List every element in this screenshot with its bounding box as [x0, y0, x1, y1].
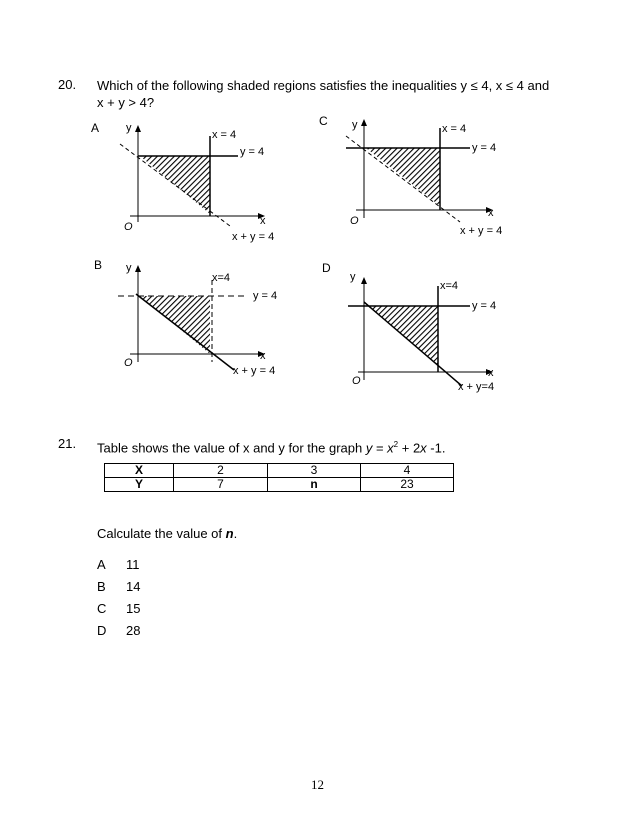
answer-option[interactable]: [97, 600, 140, 622]
answer-option[interactable]: [97, 578, 140, 600]
equation-y: y: [365, 440, 373, 456]
y-axis-label: y: [126, 262, 132, 274]
x-equals-4-label: x = 4: [442, 123, 467, 135]
y-arrow-icon: [135, 265, 141, 272]
y-arrow-icon: [361, 119, 367, 126]
option-b-graph: [110, 258, 300, 388]
y-equals-4-label: y = 4: [240, 146, 265, 158]
y-equals-4-label: y = 4: [472, 300, 497, 312]
option-a-letter: A: [91, 121, 100, 135]
option-a-graph: [110, 118, 300, 248]
question-20-line-2: x + y > 4?: [97, 95, 155, 110]
equation-exponent: 2: [393, 440, 399, 449]
shaded-region: [140, 156, 210, 214]
values-table: [104, 463, 454, 492]
y-equals-4-label: y = 4: [472, 142, 497, 154]
question-20-text: [97, 77, 549, 111]
prompt-variable: n: [225, 526, 234, 541]
x-plus-y-label: x + y = 4: [232, 231, 275, 243]
answer-list: [97, 556, 140, 644]
question-21-number: 21.: [58, 436, 77, 451]
x-axis-label: x: [488, 367, 494, 379]
y-axis-label: y: [350, 271, 356, 283]
equation-x2: x: [420, 440, 427, 456]
x-value-cell: 2: [174, 464, 268, 478]
equation-plus: + 2: [398, 440, 421, 456]
equation-tail: -1.: [426, 440, 446, 456]
answer-value: 11: [126, 557, 140, 572]
y-equals-4-label: y = 4: [253, 290, 278, 302]
origin-label: O: [350, 215, 359, 227]
origin-label: O: [124, 221, 133, 233]
page-number: 12: [311, 777, 324, 792]
option-c-graph: [340, 114, 530, 244]
y-axis-label: y: [126, 122, 132, 134]
x-equals-4-label: x=4: [440, 280, 459, 292]
answer-value: 15: [126, 601, 141, 616]
answer-letter: D: [97, 623, 107, 638]
equation-equals: =: [372, 440, 388, 456]
answer-letter: A: [97, 557, 106, 572]
answer-letter: B: [97, 579, 106, 594]
x-equals-4-label: x=4: [212, 272, 231, 284]
y-arrow-icon: [135, 125, 141, 132]
prompt-text: Calculate the value of: [97, 526, 226, 541]
y-axis-label: y: [352, 119, 358, 131]
table-row-x: [105, 464, 454, 478]
y-value-cell: 23: [361, 478, 454, 492]
header-x: X: [105, 464, 174, 478]
question-21-prompt: [97, 525, 237, 542]
x-plus-y-label: x + y=4: [458, 381, 495, 393]
y-arrow-icon: [361, 277, 367, 284]
x-value-cell: 3: [268, 464, 361, 478]
x-equals-4-label: x = 4: [212, 129, 237, 141]
x-plus-y-label: x + y = 4: [233, 365, 276, 377]
y-value-cell: 7: [174, 478, 268, 492]
x-axis-label: x: [488, 207, 494, 219]
shaded-region: [366, 148, 440, 206]
x-plus-y-label: x + y = 4: [460, 225, 503, 237]
prompt-suffix: .: [233, 526, 238, 541]
option-d-graph: [340, 262, 530, 394]
table-row-y: [105, 478, 454, 492]
x-value-cell: 4: [361, 464, 454, 478]
question-20-number: 20.: [58, 77, 77, 92]
origin-label: O: [352, 375, 361, 387]
question-20-line-1: Which of the following shaded regions satisfies the inequalities y ≤ 4, x ≤ 4 and: [97, 78, 550, 93]
answer-value: 14: [126, 579, 141, 594]
answer-option[interactable]: [97, 622, 140, 644]
option-c-letter: C: [319, 114, 328, 128]
x-axis-label: x: [260, 215, 266, 227]
equation-x: x: [387, 440, 394, 456]
question-21-prefix: Table shows the value of x and y for the graph: [97, 440, 366, 456]
y-value-cell-unknown: n: [268, 478, 361, 492]
answer-option[interactable]: [97, 556, 140, 578]
origin-label: O: [124, 357, 133, 369]
x-axis-label: x: [260, 350, 266, 362]
option-d-letter: D: [322, 261, 331, 275]
header-y: Y: [105, 478, 174, 492]
option-b-letter: B: [94, 258, 103, 272]
question-21-text: [97, 436, 445, 456]
answer-letter: C: [97, 601, 107, 616]
answer-value: 28: [126, 623, 141, 638]
